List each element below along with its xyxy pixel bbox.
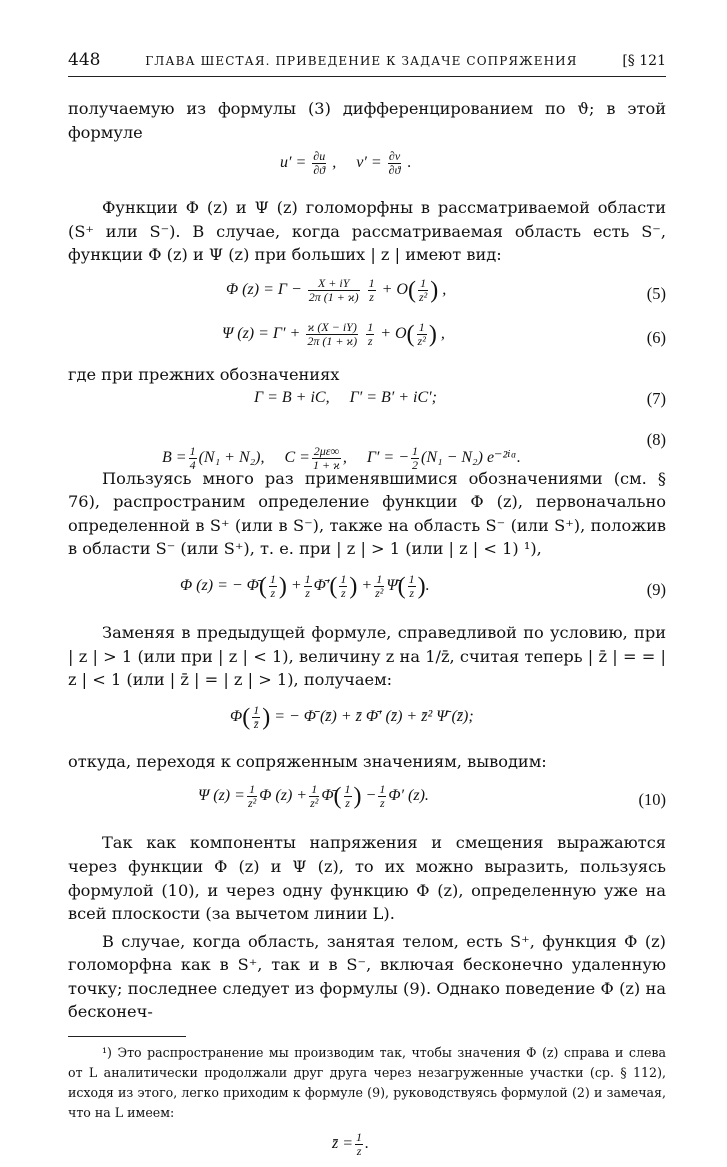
equation-9: Φ (z) = − Φ̄( $\frac{1}{z}$ ) + $\frac{1}{z}$ Φ̄′( $\frac{1}{z}$ ) + $\frac{1}{\text{z²}}$ Ψ̄( $\frac{1}{z}$ ). (9) <box>180 571 666 600</box>
equation-5: Φ (z) = Γ − $\frac{X + iY}{2\pi (1 + ϰ)}$ $\frac{1}{z}$ + O( $\frac{1}{\text{z²}}$ ) , (5) <box>226 275 666 304</box>
equation-number: (8) <box>646 429 666 449</box>
paragraph: Так как компоненты напряжения и смещения выражаются через функции Φ (z) и Ψ (z), то их можно выразить, пользуясь формулой (10), и через одну функцию Φ (z), определенную уже на всей плоскости (за вычетом линии L). <box>68 833 666 924</box>
equation-number: (6) <box>646 327 666 347</box>
equation-number: (10) <box>638 790 666 810</box>
equation-6: Ψ (z) = Γ′ + $\frac{ϰ (X - iY)}{2\pi (1 + ϰ)}$ $\frac{1}{z}$ + O( $\frac{1}{\text{z²}}$ ) , (6) <box>222 319 666 348</box>
paragraph: Функции Φ (z) и Ψ (z) голоморфны в рассматриваемой области (S⁺ или S⁻). В случае, когда рассматриваемая область есть S⁻, функции Φ (z) и Ψ (z) при больших | z | имеют вид: <box>68 198 666 265</box>
paragraph: Пользуясь много раз применявшимися обозначениями (см. § 76), распространим определение функции Φ (z), первоначально определенной в S⁺ (или в S⁻), также на область S⁻ (или S⁺), положив в области S⁻ (или S⁺), т. е. при | z | > 1 (или | z | < 1) ¹), <box>68 468 666 559</box>
paragraph: получаемую из формулы (3) дифференцированием по ϑ; в этой формуле <box>68 99 666 142</box>
equation-9b: Φ( $\frac{1}{z̄}$ ) = − Φ̄ (z̄) + z̄ Φ̄′ (z̄) + z̄² Ψ̄ (z̄); <box>230 702 474 731</box>
footnote: ¹) Это распространение мы производим так, чтобы значения Φ (z) справа и слева от L аналитически продолжали друг друга через незагруженные участки (ср. § 112), исходя из этого, легко приходим к формуле (9), руководствуясь формулой (2) и замечая, что на L имеем: <box>68 1045 666 1121</box>
running-header <box>68 50 666 77</box>
paragraph: Заменяя в предыдущей формуле, справедливой по условию, при | z | > 1 (или при | z | < 1), величину z на 1/z̄, считая теперь | z̄ | = = | z | < 1 (или | z̄ | = | z | > 1), получаем: <box>68 622 666 690</box>
equation-derivatives: u′ = $\frac{\partial u}{\partial ϑ}$ , v′ = $\frac{\partial v}{\partial ϑ}$ . <box>280 149 412 178</box>
equation-8: B = $\frac{1}{4}$ (N₁ + N₂), C = $\frac{2\mu\varepsilon\infty}{1 + ϰ}$ , Γ′ = − $\frac{1}{2}$ (N₁ − N₂) e⁻²ⁱᵅ. (8) <box>162 429 666 472</box>
equation-number: (7) <box>646 388 666 408</box>
paragraph: где при прежних обозначениях <box>68 364 340 384</box>
equation-number: (5) <box>646 283 666 303</box>
chapter-title: ГЛАВА ШЕСТАЯ. ПРИВЕДЕНИЕ К ЗАДАЧЕ СОПРЯЖЕНИЯ <box>145 54 578 68</box>
equation-10: Ψ (z) = $\frac{1}{\text{z²}}$ Φ (z) + $\frac{1}{\text{z²}}$ Φ̄( $\frac{1}{z}$ ) − $\frac{1}{z}$ Φ′ (z). (10) <box>198 782 666 811</box>
section-marker: [§ 121 <box>622 53 666 69</box>
footnote-equation: z̄ = $\frac{1}{z}$ . <box>332 1130 370 1159</box>
equation-7: Γ = B + iC, Γ′ = B′ + iC′; (7) <box>254 388 666 408</box>
page-number: 448 <box>68 50 101 70</box>
page <box>68 50 666 1167</box>
equation-number: (9) <box>646 579 666 599</box>
footnote-rule <box>68 1036 186 1037</box>
paragraph: откуда, переходя к сопряженным значениям, выводим: <box>68 751 547 771</box>
paragraph: В случае, когда область, занятая телом, есть S⁺, функция Φ (z) голоморфна как в S⁺, так и в S⁻, включая бесконечно удаленную точку; последнее следует из формулы (9). Однако поведение Φ (z) на бесконеч- <box>68 931 666 1022</box>
